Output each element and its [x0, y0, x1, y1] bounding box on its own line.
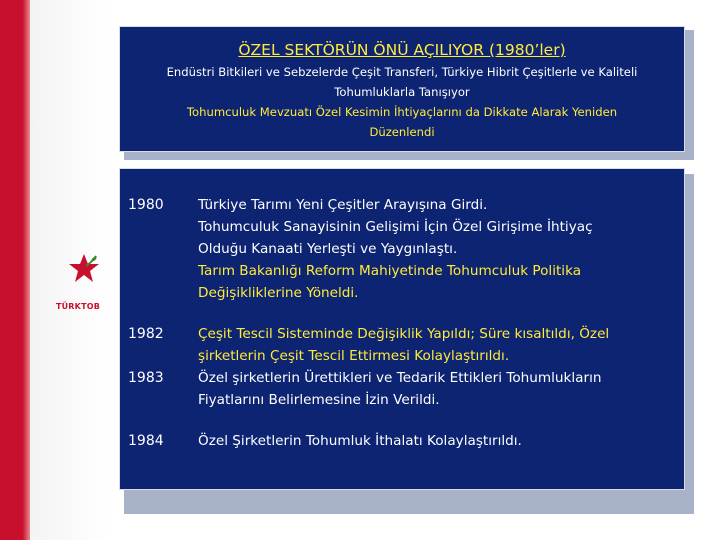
timeline-year-1982: 1982: [128, 326, 164, 342]
page-title: ÖZEL SEKTÖRÜN ÖNÜ AÇILIYOR (1980’ler): [238, 41, 566, 59]
timeline-1982-line-1: Çeşit Tescil Sisteminde Değişiklik Yapıldı; Süre kısaltıldı, Özel: [198, 326, 610, 342]
timeline-1980-line-5: Değişikliklerine Yöneldi.: [198, 285, 359, 301]
header-subtitle: [120, 62, 684, 102]
subtitle-line-1: Endüstri Bitkileri ve Sebzelerde Çeşit Transferi, Türkiye Hibrit Çeşitlerle ve Kaliteli: [166, 65, 638, 79]
timeline-year-1984: 1984: [128, 433, 164, 449]
timeline-year-1980: 1980: [128, 197, 164, 213]
timeline-1983-line-2: Fiyatlarını Belirlemesine İzin Verildi.: [198, 392, 440, 408]
star-crescent-icon: [46, 232, 110, 302]
subtitle-line-2: Tohumluklarla Tanışıyor: [334, 85, 470, 99]
timeline-1980-line-3: Olduğu Kanaati Yerleşti ve Yaygınlaştı.: [198, 241, 458, 257]
header-panel: [119, 26, 685, 152]
timeline-1982-line-2: şirketlerin Çeşit Tescil Ettirmesi Kolaylaştırıldı.: [198, 348, 510, 364]
timeline-1980-line-1: Türkiye Tarımı Yeni Çeşitler Arayışına Girdi.: [198, 197, 488, 213]
logo-text: TÜRKTOB: [55, 302, 101, 311]
timeline-1980-line-4: Tarım Bakanlığı Reform Mahiyetinde Tohumculuk Politika: [198, 263, 582, 279]
timeline-1984-line-1: Özel Şirketlerin Tohumluk İthalatı Kolaylaştırıldı.: [198, 433, 522, 449]
note-line-2: Düzenlendi: [369, 125, 435, 139]
timeline-panel: [119, 168, 685, 490]
note-line-1: Tohumculuk Mevzuatı Özel Kesimin İhtiyaçlarını da Dikkate Alarak Yeniden: [186, 105, 618, 119]
timeline-year-1983: 1983: [128, 370, 164, 386]
left-red-band: [0, 0, 30, 540]
timeline-1980-line-2: Tohumculuk Sanayisinin Gelişimi İçin Özel Girişime İhtiyaç: [198, 219, 593, 235]
turktob-logo: [46, 232, 110, 322]
header-note: [120, 102, 684, 142]
timeline-1983-line-1: Özel şirketlerin Ürettikleri ve Tedarik Ettikleri Tohumlukların: [198, 370, 602, 386]
